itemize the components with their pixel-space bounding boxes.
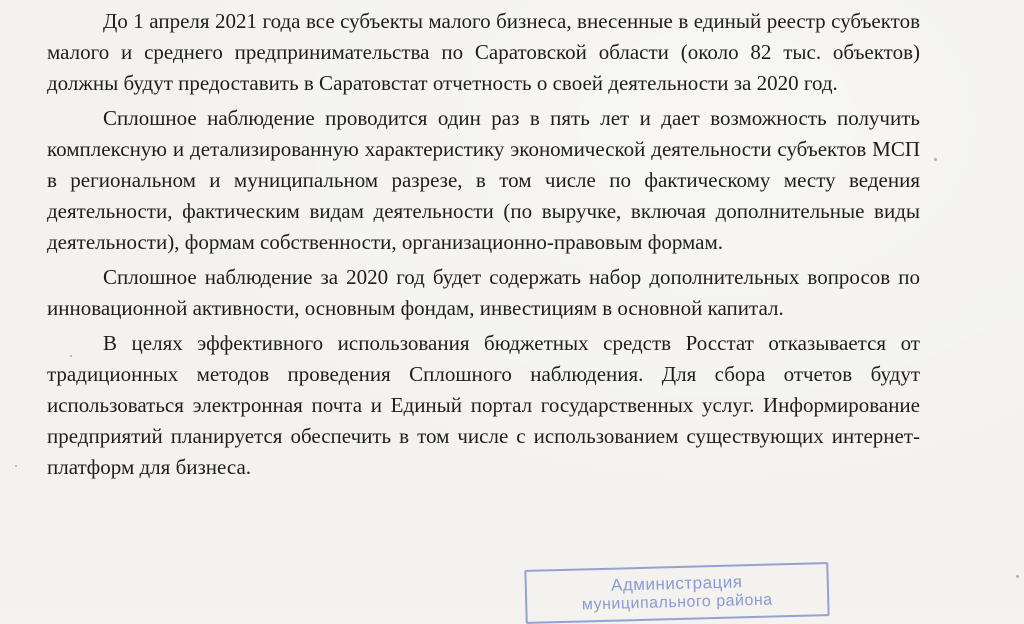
document-body <box>47 6 920 483</box>
scan-speck <box>70 355 72 357</box>
paragraph-1 <box>47 6 920 99</box>
paragraph-2-text: Сплошное наблюдение проводится один раз в пять лет и дает возможность получить комплексную и детализированную характеристику экономической деятельности субъектов МСП в региональном и муниципальном разрезе, в том числе по фактическому месту ведения деятельности, фактическим видам деятельности (по выручке, включая дополнительные виды деятельности), формам собственности, организационно-правовым формам. <box>47 106 920 254</box>
paragraph-1-text: До 1 апреля 2021 года все субъекты малого бизнеса, внесенные в единый реестр субъектов малого и среднего предпринимательства по Саратовской области (около 82 тыс. объектов) должны будут предоставить в Саратовстат отчетность о своей деятельности за 2020 год. <box>47 9 920 95</box>
scan-speck <box>934 158 937 161</box>
official-stamp <box>524 562 829 624</box>
paragraph-4-text: В целях эффективного использования бюджетных средств Росстат отказывается от традиционных методов проведения Сплошного наблюдения. Для сбора отчетов будут использоваться электронная почта и Единый портал государственных услуг. Информирование предприятий планируется обеспечить в том числе с использованием существующих интернет-платформ для бизнеса. <box>47 331 920 479</box>
paragraph-4 <box>47 328 920 483</box>
scan-speck <box>15 465 17 467</box>
paragraph-2 <box>47 103 920 258</box>
paragraph-3-text: Сплошное наблюдение за 2020 год будет содержать набор дополнительных вопросов по инновационной активности, основным фондам, инвестициям в основной капитал. <box>47 265 920 320</box>
scan-speck <box>1016 575 1019 578</box>
paragraph-3 <box>47 262 920 324</box>
stamp-line-2: муниципального района <box>581 591 773 614</box>
stamp-line-1: Администрация <box>610 572 743 595</box>
